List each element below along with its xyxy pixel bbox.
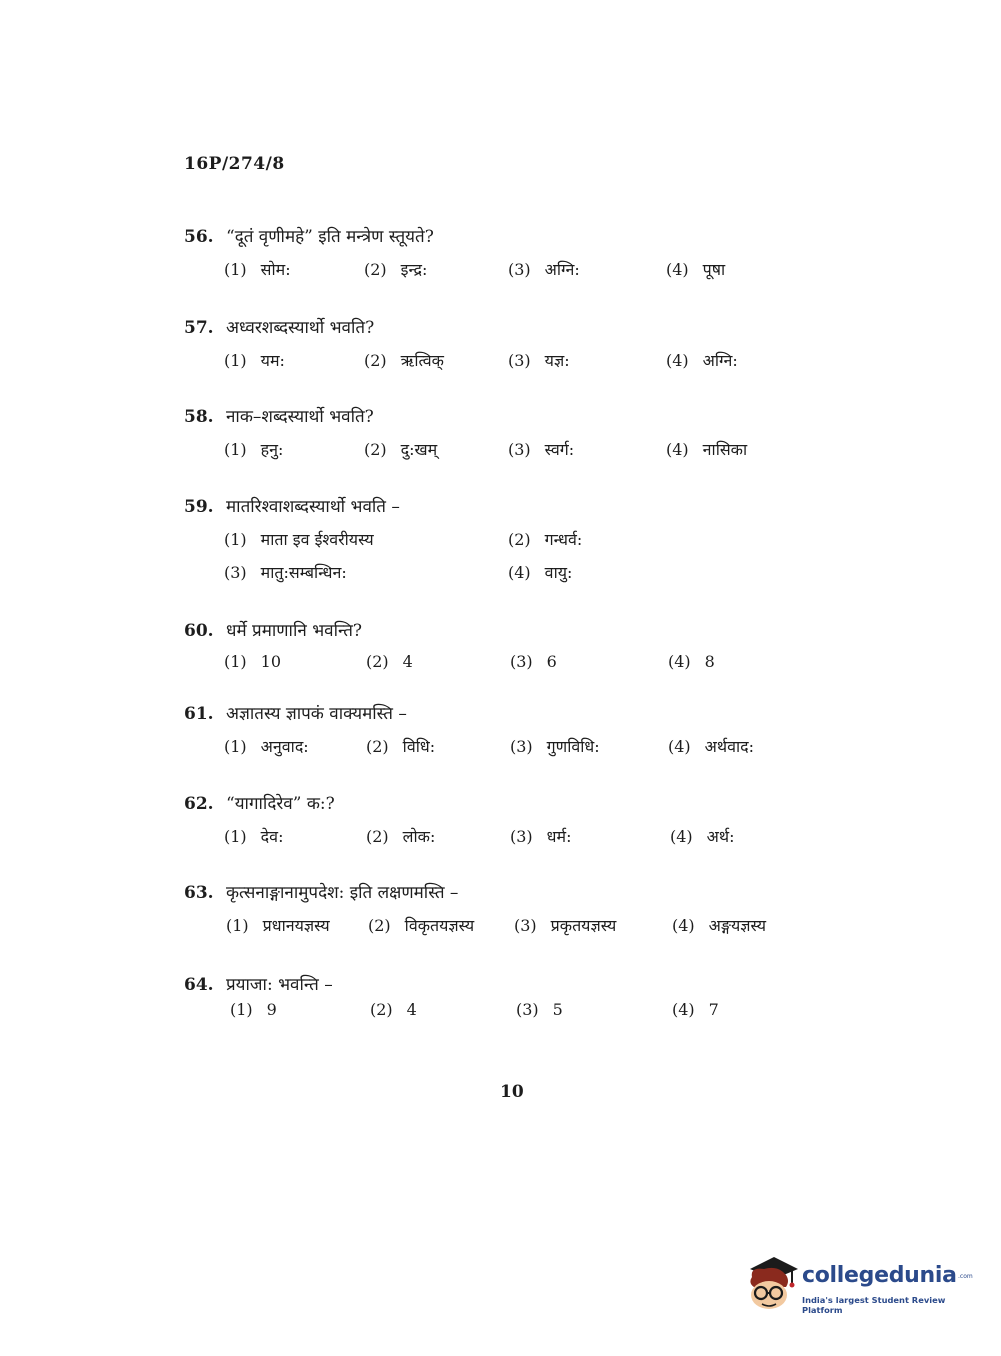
question-58 bbox=[184, 404, 824, 472]
brand-tagline: India's largest Student Review Platform bbox=[802, 1295, 946, 1315]
option-3: (3) धर्म: bbox=[510, 827, 572, 846]
question-text: धर्मे प्रमाणानि भवन्ति? bbox=[226, 621, 363, 641]
option-3: (3) यज्ञ: bbox=[508, 351, 570, 370]
question-61 bbox=[184, 701, 824, 769]
option-1: (1) 9 bbox=[230, 1000, 277, 1019]
option-1: (1) माता इव ईश्वरीयस्य bbox=[224, 530, 374, 549]
option-4: (4) अग्नि: bbox=[666, 351, 738, 370]
option-4: (4) नासिका bbox=[666, 440, 748, 459]
question-number: 61. bbox=[184, 704, 214, 724]
question-number: 56. bbox=[184, 227, 214, 247]
question-number: 62. bbox=[184, 794, 214, 814]
question-number: 57. bbox=[184, 318, 214, 338]
question-text: कृत्सनाङ्गानामुपदेश: इति लक्षणमस्ति – bbox=[226, 883, 459, 903]
question-56 bbox=[184, 224, 824, 292]
option-2: (2) विधि: bbox=[366, 737, 436, 756]
question-57 bbox=[184, 315, 824, 383]
option-4: (4) अर्थवाद: bbox=[668, 737, 755, 756]
question-62 bbox=[184, 791, 824, 859]
question-60 bbox=[184, 618, 824, 686]
question-text: “यागादिरेव” क:? bbox=[226, 794, 335, 814]
question-number: 63. bbox=[184, 883, 214, 903]
brand-name: collegedunia bbox=[802, 1263, 957, 1288]
option-2: (2) गन्धर्व: bbox=[508, 530, 583, 549]
question-text: प्रयाजा: भवन्ति – bbox=[226, 975, 333, 995]
question-64 bbox=[184, 972, 824, 1034]
paper-code: 16P/274/8 bbox=[184, 154, 285, 174]
question-text: मातरिश्वाशब्दस्यार्थो भवति – bbox=[226, 497, 400, 517]
question-text: “दूतं वृणीमहे” इति मन्त्रेण स्तूयते? bbox=[226, 227, 434, 247]
option-2: (2) दु:खम् bbox=[364, 440, 438, 459]
page-number: 10 bbox=[500, 1082, 524, 1102]
option-3: (3) मातु:सम्बन्धिन: bbox=[224, 563, 347, 582]
question-number: 58. bbox=[184, 407, 214, 427]
option-4: (4) पूषा bbox=[666, 260, 726, 279]
option-4: (4) अङ्गयज्ञस्य bbox=[672, 916, 767, 935]
option-1: (1) हनु: bbox=[224, 440, 284, 459]
question-number: 60. bbox=[184, 621, 214, 641]
option-2: (2) ऋत्विक् bbox=[364, 351, 444, 370]
option-2: (2) विकृतयज्ञस्य bbox=[368, 916, 475, 935]
option-3: (3) अग्नि: bbox=[508, 260, 580, 279]
question-number: 59. bbox=[184, 497, 214, 517]
option-3: (3) 6 bbox=[510, 652, 557, 671]
option-2: (2) लोक: bbox=[366, 827, 436, 846]
option-1: (1) प्रधानयज्ञस्य bbox=[226, 916, 330, 935]
question-63 bbox=[184, 880, 824, 948]
collegedunia-logo bbox=[744, 1253, 972, 1313]
option-1: (1) 10 bbox=[224, 652, 282, 671]
option-1: (1) सोम: bbox=[224, 260, 291, 279]
question-text: नाक–शब्दस्यार्थो भवति? bbox=[226, 407, 374, 427]
brand-domain: .com bbox=[958, 1273, 973, 1280]
question-text: अध्वरशब्दस्यार्थो भवति? bbox=[226, 318, 375, 338]
question-number: 64. bbox=[184, 975, 214, 995]
option-1: (1) देव: bbox=[224, 827, 284, 846]
option-4: (4) 7 bbox=[672, 1000, 719, 1019]
option-4: (4) वायु: bbox=[508, 563, 573, 582]
option-3: (3) प्रकृतयज्ञस्य bbox=[514, 916, 617, 935]
mascot-icon bbox=[744, 1253, 802, 1313]
option-2: (2) इन्द्र: bbox=[364, 260, 428, 279]
option-1: (1) यम: bbox=[224, 351, 285, 370]
option-2: (2) 4 bbox=[370, 1000, 417, 1019]
option-4: (4) 8 bbox=[668, 652, 715, 671]
question-59 bbox=[184, 494, 824, 594]
option-4: (4) अर्थ: bbox=[670, 827, 735, 846]
option-3: (3) 5 bbox=[516, 1000, 563, 1019]
question-text: अज्ञातस्य ज्ञापकं वाक्यमस्ति – bbox=[226, 704, 407, 724]
option-1: (1) अनुवाद: bbox=[224, 737, 309, 756]
option-3: (3) गुणविधि: bbox=[510, 737, 600, 756]
option-3: (3) स्वर्ग: bbox=[508, 440, 575, 459]
option-2: (2) 4 bbox=[366, 652, 413, 671]
